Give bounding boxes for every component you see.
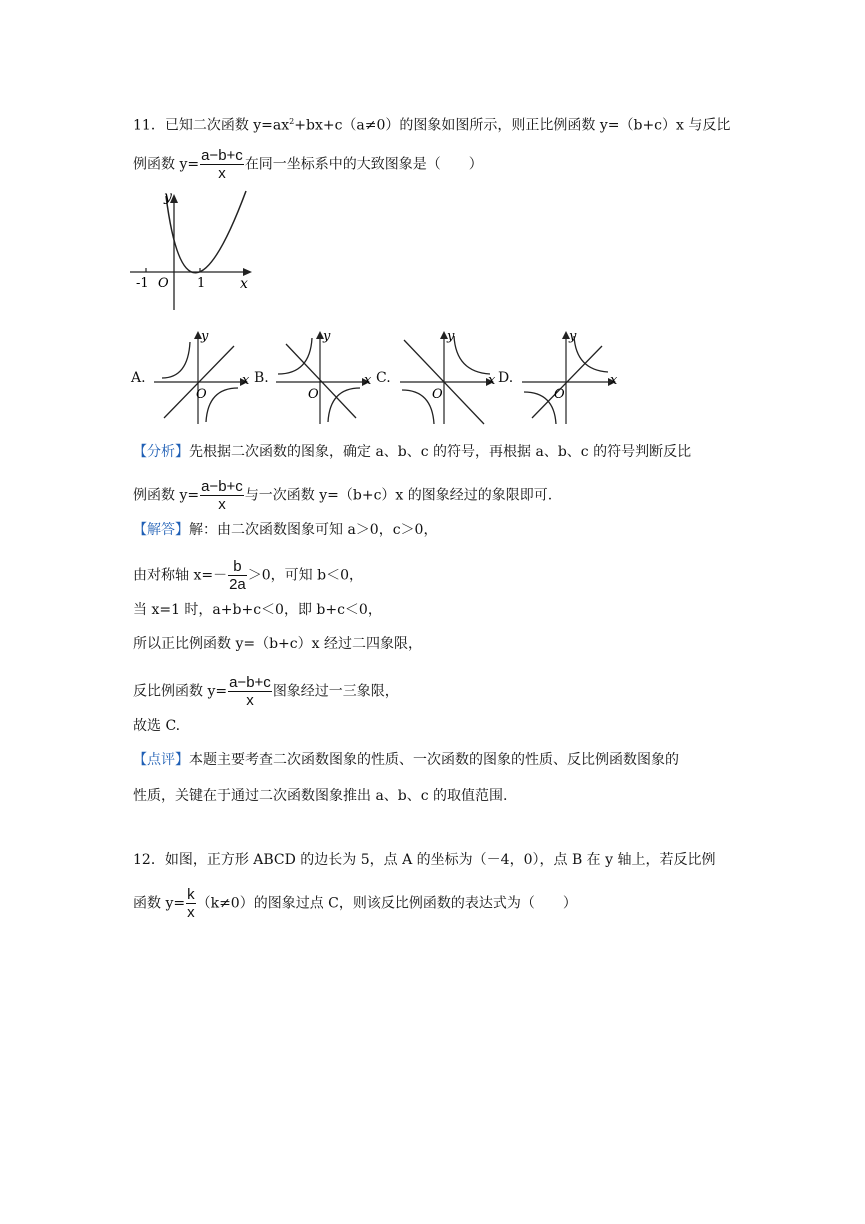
solution-line-1 (133, 520, 437, 540)
option-a-label[interactable]: A. (131, 370, 146, 386)
option-c-origin-label: O (432, 387, 443, 402)
solution-line-3: 当 x=1 时，a+b+c＜0，即 b+c＜0， (133, 602, 382, 618)
solution-tag: 【解答】 (133, 522, 189, 538)
solution-text-5a: 反比例函数 y= (133, 683, 228, 700)
option-d-label[interactable]: D. (498, 370, 514, 386)
comment-text-1: 本题主要考查二次函数图象的性质、一次函数的图象的性质、反比例函数图象的 (189, 752, 679, 768)
q12-line-1: 12．如图，正方形 ABCD 的边长为 5，点 A 的坐标为（－4，0），点 B 在 y 轴上，若反比例 (133, 852, 716, 868)
fig-origin-label: O (158, 276, 169, 291)
q12-text-2b: （k≠0）的图象过点 C，则该反比例函数的表达式为（ ） (196, 895, 577, 912)
option-d-origin-label: O (554, 387, 565, 402)
solution-text-2b: ＞0，可知 b＜0， (247, 567, 363, 584)
option-b-origin-label: O (308, 387, 319, 402)
q11-line-2 (133, 147, 483, 182)
analysis-line-2 (133, 478, 552, 513)
analysis-tag: 【分析】 (133, 444, 189, 460)
q11-text-a: 11．已知二次函数 y=ax (133, 117, 290, 134)
fig-y-label: y (164, 189, 172, 205)
option-d-x-label: x (610, 373, 618, 388)
q12-text-2a: 函数 y= (133, 895, 186, 912)
q11-fraction: $\frac{a-b+c}{x}$ (201, 147, 243, 182)
option-c-x-label: x (488, 373, 496, 388)
solution-fraction: $\frac{a-b+c}{x}$ (229, 674, 271, 709)
option-b-y-label: y (323, 329, 331, 344)
option-b-x-label: x (364, 373, 372, 388)
q12-fraction: $\frac{k}{x}$ (187, 886, 195, 921)
q11-text-b: +bx+c（a≠0）的图象如图所示，则正比例函数 y=（b+c）x 与反比 (294, 117, 731, 134)
fig-x-label: x (240, 276, 248, 292)
comment-line-1 (133, 750, 679, 770)
axis-fraction: $\frac{b}{2a}$ (229, 558, 246, 593)
q11-text-c: 例函数 y= (133, 156, 200, 173)
analysis-text-2a: 例函数 y= (133, 487, 200, 504)
analysis-line-1 (133, 442, 691, 462)
parabola-figure (128, 186, 258, 314)
analysis-text-2b: 与一次函数 y=（b+c）x 的图象经过的象限即可. (244, 487, 553, 504)
option-a-y-label: y (201, 329, 209, 344)
analysis-text-1: 先根据二次函数的图象，确定 a、b、c 的符号，再根据 a、b、c 的符号判断反比 (189, 444, 692, 460)
fig-tick-neg1: -1 (136, 276, 149, 291)
option-c-y-label: y (447, 329, 455, 344)
q11-line-1 (133, 112, 730, 136)
option-b-label[interactable]: B. (254, 370, 269, 386)
option-b-graph[interactable] (272, 326, 376, 426)
option-a-origin-label: O (196, 387, 207, 402)
solution-text-1: 解：由二次函数图象可知 a＞0，c＞0， (189, 522, 438, 538)
option-c-label[interactable]: C. (376, 370, 391, 386)
solution-text-5b: 图象经过一三象限， (272, 683, 399, 700)
solution-line-5 (133, 674, 399, 709)
q11-superscript: 2 (289, 117, 295, 126)
fig-tick-1: 1 (197, 276, 206, 291)
option-a-x-label: x (242, 373, 250, 388)
comment-line-2: 性质，关键在于通过二次函数图象推出 a、b、c 的取值范围. (133, 788, 508, 804)
option-d-y-label: y (569, 329, 577, 344)
option-c-graph[interactable] (396, 326, 500, 426)
comment-tag: 【点评】 (133, 752, 189, 768)
q11-text-d: 在同一坐标系中的大致图象是（ ） (244, 156, 483, 173)
solution-text-2a: 由对称轴 x=－ (133, 567, 228, 584)
solution-line-4: 所以正比例函数 y=（b+c）x 经过二四象限， (133, 636, 422, 652)
q12-line-2 (133, 886, 577, 921)
solution-line-2 (133, 558, 363, 593)
option-a-graph[interactable] (150, 326, 254, 426)
solution-line-6: 故选 C. (133, 718, 181, 734)
option-d-graph[interactable] (518, 326, 622, 426)
analysis-fraction: $\frac{a-b+c}{x}$ (201, 478, 243, 513)
